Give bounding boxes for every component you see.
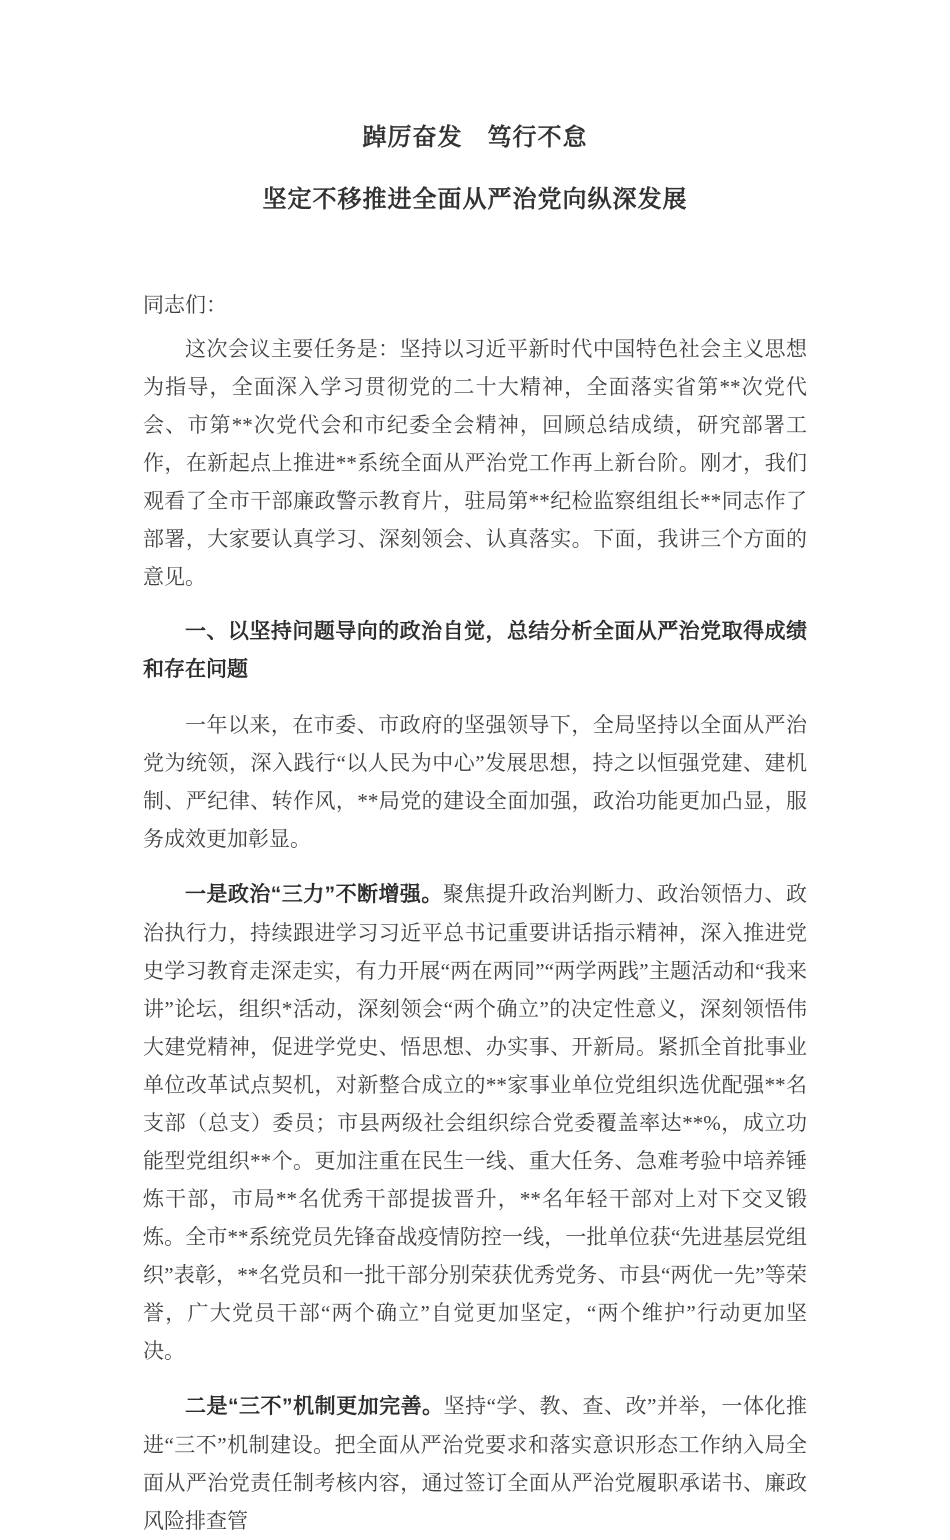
paragraph-text: 聚焦提升政治判断力、政治领悟力、政治执行力，持续跟进学习习近平总书记重要讲话指示精神，深入推进党史学习教育走深走实，有力开展“两在两同”“两学两践”主题活动和“我来讲”论坛，组织*活动，深刻领会“两个确立”的决定性意义，深刻领悟伟大建党精神，促进学党史、悟思想、办实事、开新局。紧抓全首批事业单位改革试点契机，对新整合成立的**家事业单位党组织选优配强**名支部（总支）委员；市县两级社会组织综合党委覆盖率达**%，成立功能型党组织**个。更加注重在民生一线、重大任务、急难考验中培养锤炼干部，市局**名优秀干部提拔晋升，**名年轻干部对上对下交叉锻炼。全市**系统党员先锋奋战疫情防控一线，一批单位获“先进基层党组织”表彰，**名党员和一批干部分别荣获优秀党务、市县“两优一先”等荣誉，广大党员干部“两个确立”自觉更加坚定，“两个维护”行动更加坚决。	[143, 882, 807, 1363]
paragraph	[143, 1387, 807, 1540]
paragraph	[143, 875, 807, 1370]
paragraph-lead: 一是政治“三力”不断增强。	[185, 883, 443, 906]
salutation: 同志们：	[143, 293, 227, 317]
document-body	[143, 330, 807, 1540]
document-title-line1: 踔厉奋发 笃行不怠	[362, 124, 588, 151]
document-title-line2: 坚定不移推进全面从严治党向纵深发展	[262, 186, 688, 213]
paragraph-text: 坚持“学、教、查、改”并举，一体化推进“三不”机制建设。把全面从严治党要求和落实意识形态工作纳入局全面从严治党责任制考核内容，通过签订全面从严治党履职承诺书、廉政风险排查管	[143, 1394, 808, 1533]
paragraph: 这次会议主要任务是：坚持以习近平新时代中国特色社会主义思想为指导，全面深入学习贯彻党的二十大精神，全面落实省第**次党代会、市第**次党代会和市纪委全会精神，回顾总结成绩，研究部署工作，在新起点上推进**系统全面从严治党工作再上新台阶。刚才，我们观看了全市干部廉政警示教育片，驻局第**纪检监察组组长**同志作了部署，大家要认真学习、深刻领会、认真落实。下面，我讲三个方面的意见。	[143, 337, 807, 589]
paragraph: 一年以来，在市委、市政府的坚强领导下，全局坚持以全面从严治党为统领，深入践行“以人民为中心”发展思想，持之以恒强党建、建机制、严纪律、转作风，**局党的建设全面加强，政治功能更加凸显，服务成效更加彰显。	[143, 713, 807, 851]
section-heading: 一、以坚持问题导向的政治自觉，总结分析全面从严治党取得成绩和存在问题	[143, 620, 807, 681]
paragraph-lead: 二是“三不”机制更加完善。	[185, 1395, 444, 1418]
